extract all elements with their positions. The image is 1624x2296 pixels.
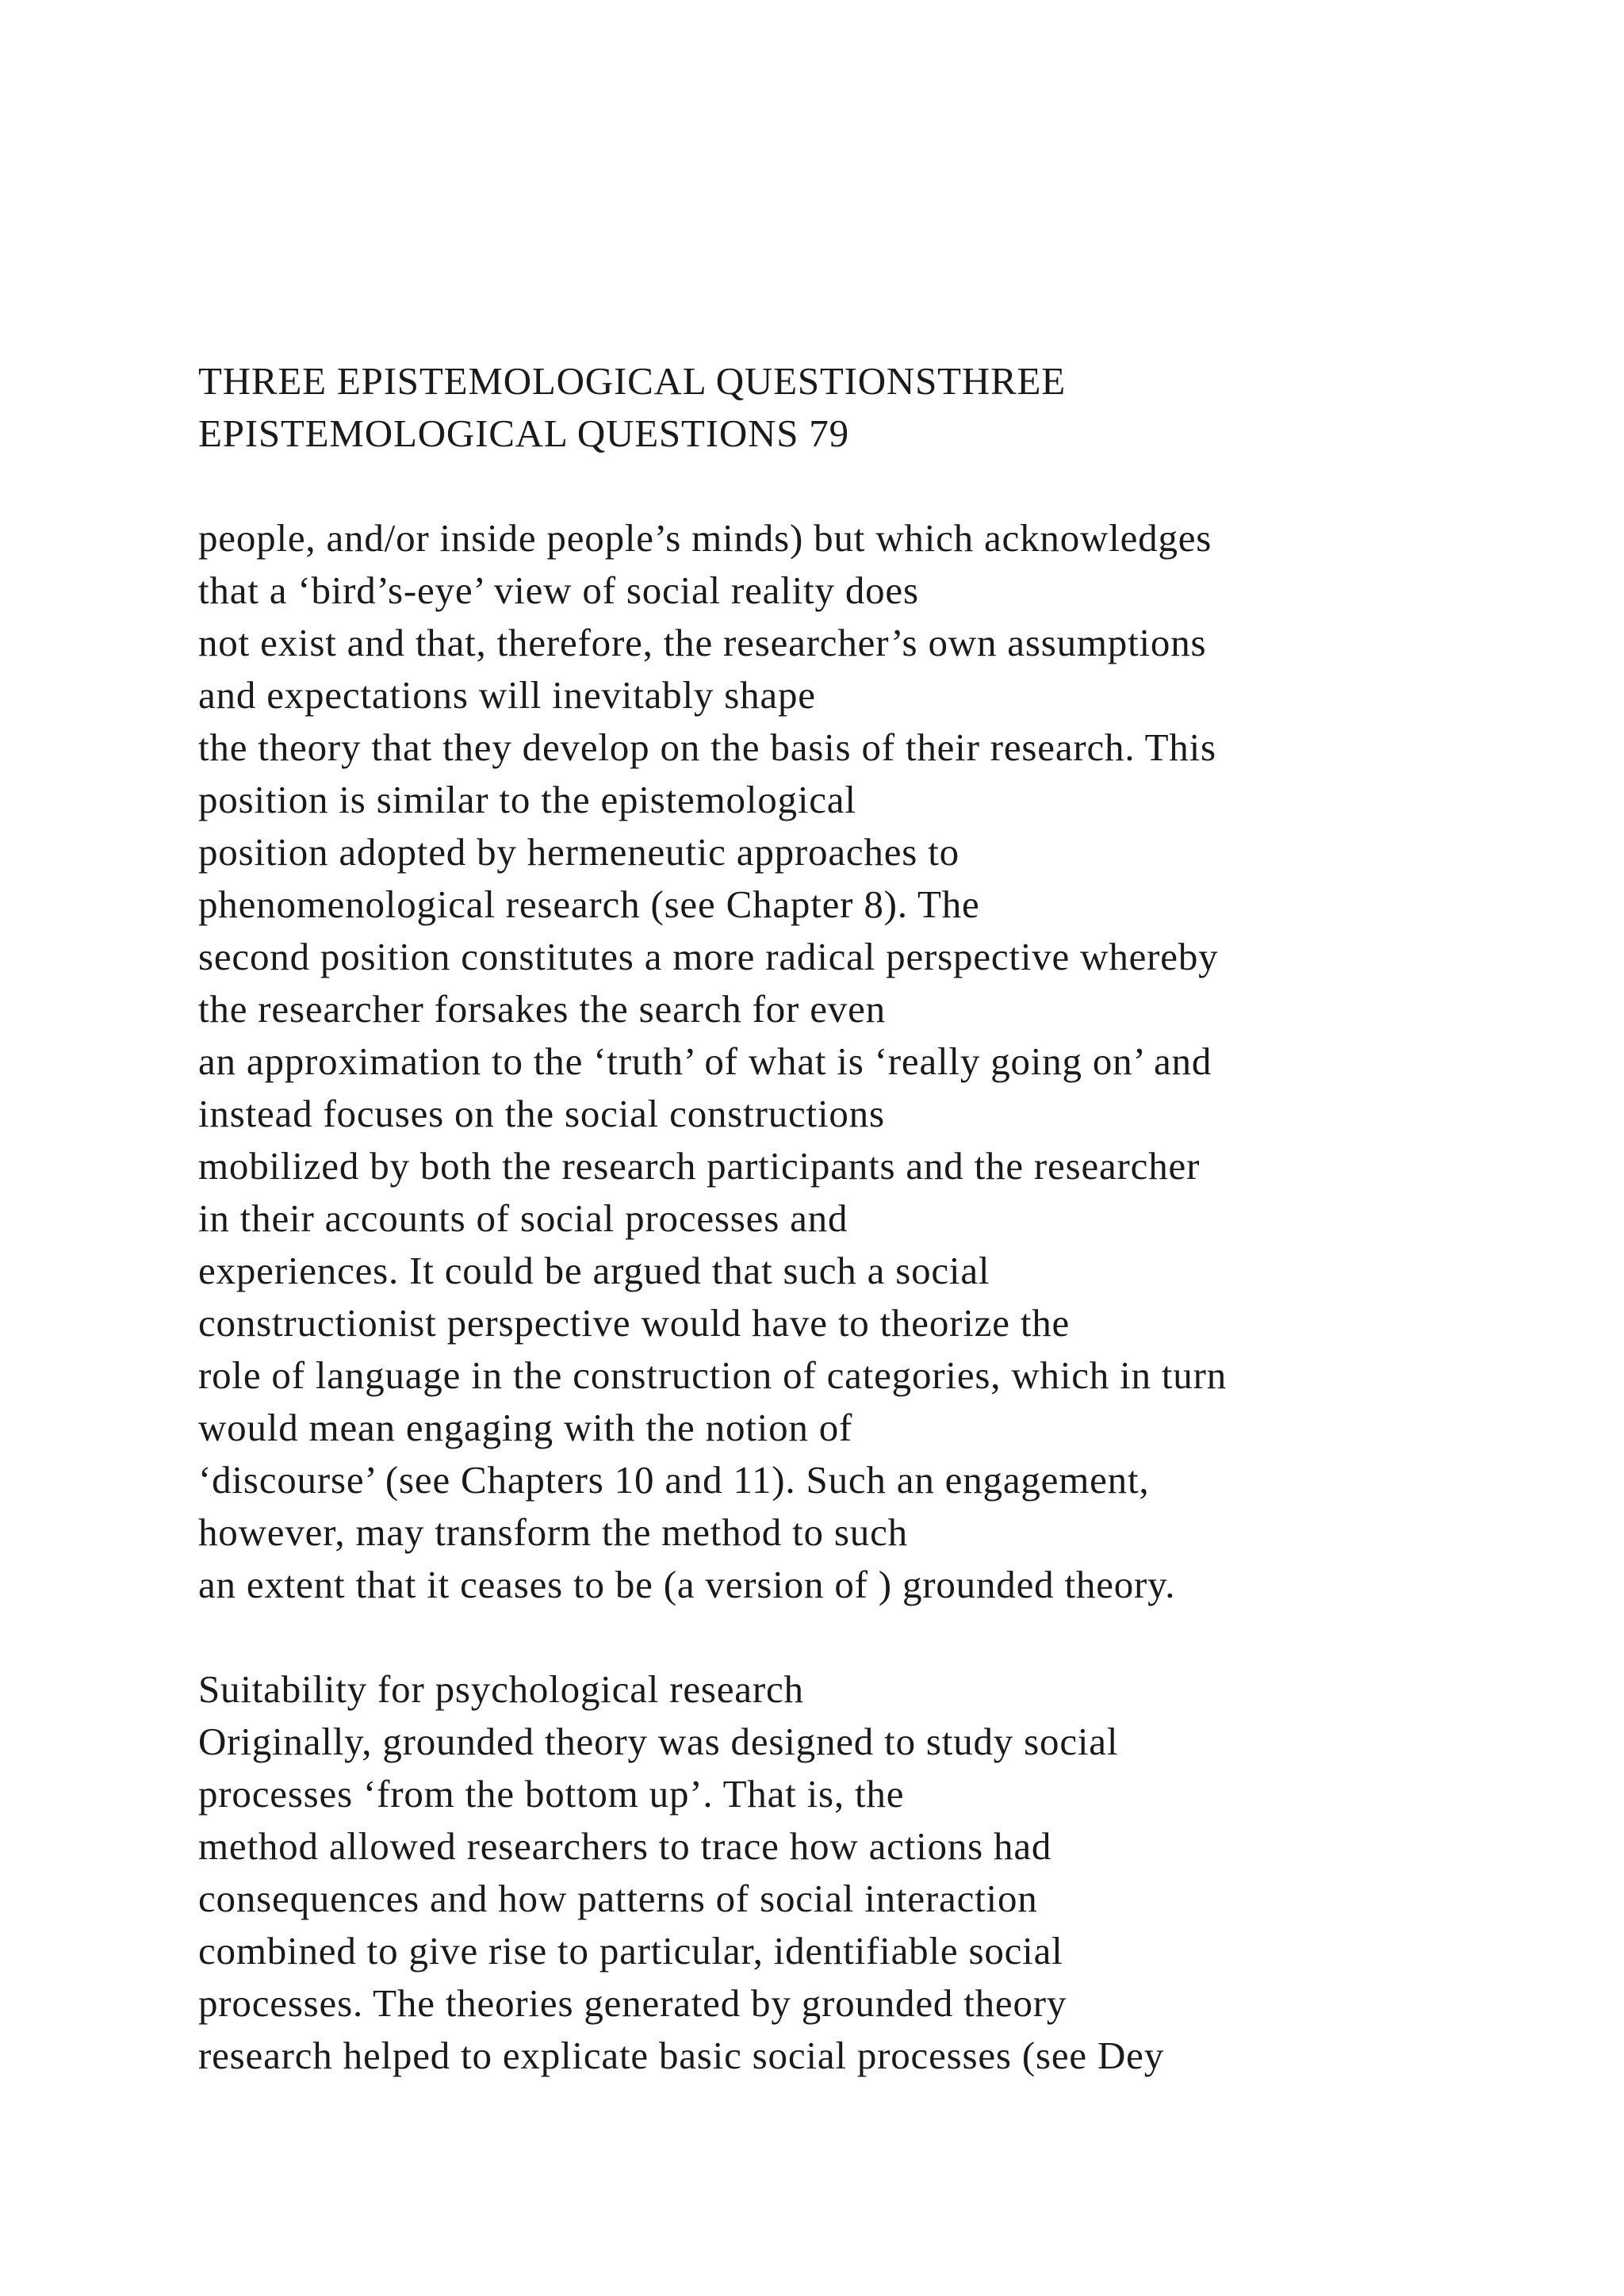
paragraph-gap [198,1611,1594,1663]
body-line: method allowed researchers to trace how actions had [198,1824,1052,1868]
running-header-line: EPISTEMOLOGICAL QUESTIONS 79 [198,411,849,455]
body-line: processes. The theories generated by grounded theory [198,1981,1067,2025]
body-line: ‘discourse’ (see Chapters 10 and 11). Such an engagement, [198,1458,1150,1502]
section-heading: Suitability for psychological research [198,1667,804,1711]
body-line: phenomenological research (see Chapter 8). The [198,882,980,926]
body-line: processes ‘from the bottom up’. That is, the [198,1772,905,1816]
body-line: instead focuses on the social constructions [198,1092,885,1135]
body-line: position is similar to the epistemological [198,778,856,821]
body-line: position adopted by hermeneutic approaches to [198,830,959,874]
body-line: experiences. It could be argued that such a social [198,1249,990,1292]
body-line: role of language in the construction of categories, which in turn [198,1353,1228,1397]
document-text [198,355,1594,2082]
body-line: consequences and how patterns of social interaction [198,1877,1038,1920]
body-line: the theory that they develop on the basis of their research. This [198,725,1216,769]
running-header-line: THREE EPISTEMOLOGICAL QUESTIONSTHREE [198,359,1067,403]
paragraph-gap [198,460,1594,512]
body-line: people, and/or inside people’s minds) but which acknowledges [198,516,1212,560]
body-line: not exist and that, therefore, the researcher’s own assumptions [198,621,1207,664]
body-line: combined to give rise to particular, identifiable social [198,1929,1063,1973]
body-line: would mean engaging with the notion of [198,1406,853,1449]
body-line: mobilized by both the research participants and the researcher [198,1144,1201,1188]
body-line: constructionist perspective would have to theorize the [198,1301,1071,1345]
body-line: an approximation to the ‘truth’ of what is ‘really going on’ and [198,1039,1212,1083]
body-line: an extent that it ceases to be (a version of ) grounded theory. [198,1563,1176,1606]
body-line: research helped to explicate basic social processes (see Dey [198,2034,1165,2077]
body-line: however, may transform the method to such [198,1510,908,1554]
body-line: Originally, grounded theory was designed to study social [198,1720,1119,1763]
body-line: and expectations will inevitably shape [198,673,816,717]
body-line: the researcher forsakes the search for even [198,987,886,1031]
body-line: that a ‘bird’s-eye’ view of social reality does [198,568,919,612]
body-line: in their accounts of social processes and [198,1196,848,1240]
body-line: second position constitutes a more radical perspective whereby [198,935,1219,978]
